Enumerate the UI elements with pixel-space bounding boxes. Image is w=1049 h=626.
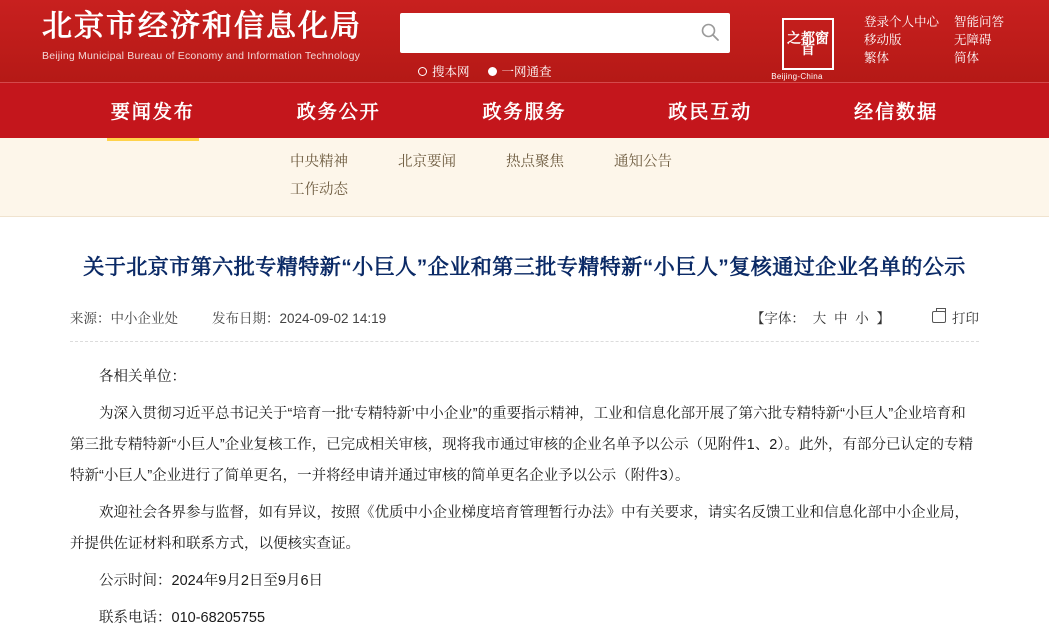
subnav-item-beijingyaowen[interactable]: 北京要闻 [398, 154, 456, 170]
article-paragraph: 联系电话：010-68205755 [99, 610, 266, 626]
font-size-label: 【字体： [750, 311, 805, 326]
nav-item-jingxinshuju[interactable]: 经信数据 [854, 102, 939, 123]
article-source [70, 307, 178, 327]
article-meta-left [70, 307, 386, 327]
site-subtitle: Beijing Municipal Bureau of Economy and Information Technology [42, 50, 361, 62]
link-mobile[interactable]: 移动版 [864, 33, 902, 47]
search-scope-all-label: 一网通查 [501, 65, 552, 79]
search-block [400, 0, 740, 80]
link-login[interactable]: 登录个人中心 [864, 15, 940, 29]
search-input[interactable] [400, 13, 690, 51]
link-smart-qa[interactable]: 智能问答 [954, 15, 1005, 29]
font-size-label-end: 】 [876, 311, 890, 326]
nav-item-yaowenfabu[interactable]: 要闻发布 [107, 89, 199, 132]
page-title: 关于北京市第六批专精特新“小巨人”企业和第三批专精特新“小巨人”复核通过企业名单的公示 [83, 256, 966, 279]
seal-caption: Beijing-China [771, 72, 823, 81]
link-simplified[interactable]: 简体 [954, 51, 980, 65]
main-nav [0, 82, 1049, 138]
article-paragraph: 为深入贯彻习近平总书记关于“培育一批‘专精特新’中小企业”的重要指示精神，工业和信息化部开展了第六批专精特新“小巨人”企业培育和第三批专精特新“小巨人”企业复核工作，已完成相关审核，现将我市通过审核的企业名单予以公示（见附件1、2）。此外，有部分已认定的专精特新“小巨人”企业进行了简单更名，一并将经申请并通过审核的简单更名企业予以公示（附件3）。 [70, 406, 974, 484]
radio-icon-selected [488, 67, 497, 76]
nav-item-zhengminhudong[interactable]: 政民互动 [668, 102, 753, 123]
header-utility-links [864, 12, 1044, 66]
article [0, 217, 1049, 626]
site-header [0, 0, 1049, 82]
radio-icon [418, 67, 427, 76]
subnav-item-redianjujiao[interactable]: 热点聚焦 [506, 154, 564, 170]
article-meta [70, 307, 979, 342]
sub-nav-row-1 [0, 148, 1049, 176]
sub-nav-row-2 [0, 176, 1049, 204]
search-scope-site-label: 搜本网 [432, 65, 470, 79]
article-meta-right [749, 307, 979, 327]
site-logo[interactable] [0, 0, 400, 62]
article-body [70, 362, 979, 626]
printer-icon [932, 311, 946, 323]
link-accessibility[interactable]: 无障碍 [954, 33, 992, 47]
article-paragraph: 公示时间：2024年9月2日至9月6日 [99, 573, 324, 589]
font-size-controls [749, 307, 892, 327]
sub-nav [0, 138, 1049, 217]
article-date [212, 307, 386, 327]
font-size-small[interactable]: 小 [855, 311, 869, 326]
site-title: 北京市经济和信息化局 [42, 10, 362, 43]
print-label: 打印 [952, 311, 979, 326]
article-date-value: 2024-09-02 14:19 [279, 311, 387, 326]
link-traditional[interactable]: 繁体 [864, 51, 890, 65]
subnav-item-zhongyangjingshen[interactable]: 中央精神 [290, 154, 348, 170]
search-scope-all[interactable] [488, 62, 552, 80]
search-icon[interactable] [698, 21, 722, 45]
search-scope-site[interactable] [418, 62, 470, 80]
article-source-value: 中小企业处 [110, 311, 178, 326]
beijing-seal[interactable] [760, 8, 834, 81]
subnav-item-gongzuodongtai[interactable]: 工作动态 [290, 182, 348, 198]
nav-item-zhengwufuwu[interactable]: 政务服务 [482, 102, 567, 123]
font-size-medium[interactable]: 中 [833, 311, 848, 326]
article-source-label: 来源： [70, 311, 111, 326]
subnav-item-tongzhigonggao[interactable]: 通知公告 [614, 154, 672, 170]
article-paragraph: 各相关单位： [99, 369, 186, 385]
article-date-label: 发布日期： [212, 311, 280, 326]
article-paragraph: 欢迎社会各界参与监督，如有异议，按照《优质中小企业梯度培育管理暂行办法》中有关要求，请实名反馈工业和信息化部中小企业局，并提供佐证材料和联系方式，以便核实查证。 [70, 505, 969, 552]
seal-text: 之都窗首 [787, 30, 829, 57]
seal-icon [782, 18, 834, 70]
nav-item-zhengwugongkai[interactable]: 政务公开 [296, 102, 381, 123]
font-size-large[interactable]: 大 [812, 311, 827, 326]
search-box[interactable] [400, 13, 730, 53]
print-button[interactable] [932, 307, 979, 327]
search-scope-options [400, 62, 740, 80]
